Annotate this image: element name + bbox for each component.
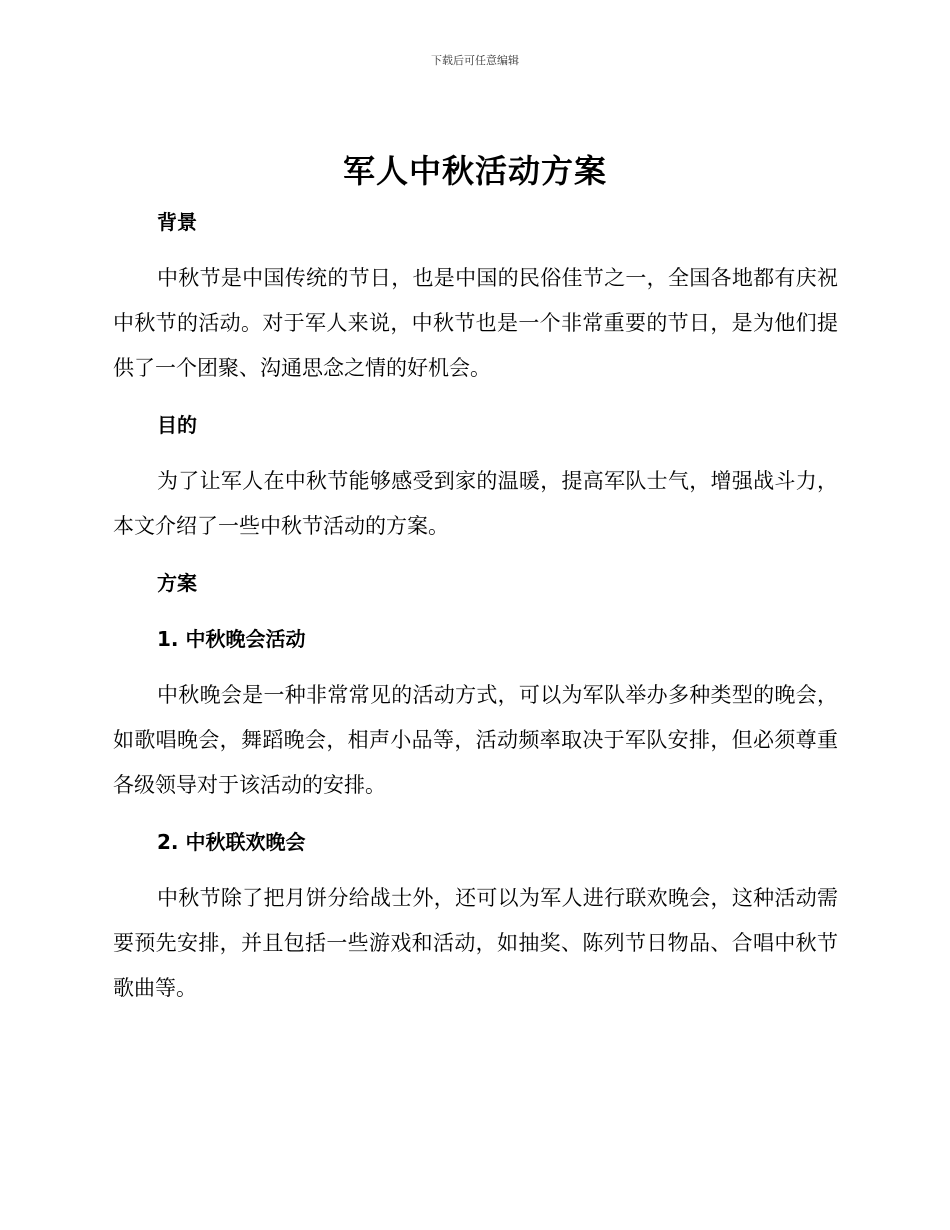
- paragraph-mid-autumn-party: 中秋节除了把月饼分给战士外，还可以为军人进行联欢晚会，这种活动需要预先安排，并且包括一些游戏和活动，如抽奖、陈列节日物品、合唱中秋节歌曲等。: [113, 886, 838, 1000]
- section-heading-purpose: 目的: [157, 413, 197, 437]
- document-title: 军人中秋活动方案: [342, 152, 607, 190]
- paragraph-background: 中秋节是中国传统的节日，也是中国的民俗佳节之一，全国各地都有庆祝中秋节的活动。对于军人来说，中秋节也是一个非常重要的节日，是为他们提供了一个团聚、沟通思念之情的好机会。: [113, 266, 838, 380]
- page-header-note: 下载后可任意编辑: [431, 54, 519, 67]
- subheading-mid-autumn-gala: 1. 中秋晚会活动: [157, 627, 306, 651]
- section-heading-plan: 方案: [157, 571, 197, 595]
- paragraph-mid-autumn-gala: 中秋晚会是一种非常常见的活动方式，可以为军队举办多种类型的晚会，如歌唱晚会，舞蹈晚会，相声小品等，活动频率取决于军队安排，但必须尊重各级领导对于该活动的安排。: [113, 683, 838, 797]
- section-heading-background: 背景: [157, 210, 197, 234]
- paragraph-purpose: 为了让军人在中秋节能够感受到家的温暖，提高军队士气，增强战斗力，本文介绍了一些中秋节活动的方案。: [113, 469, 838, 538]
- document-body: [113, 200, 838, 1011]
- subheading-mid-autumn-party: 2. 中秋联欢晚会: [157, 830, 306, 854]
